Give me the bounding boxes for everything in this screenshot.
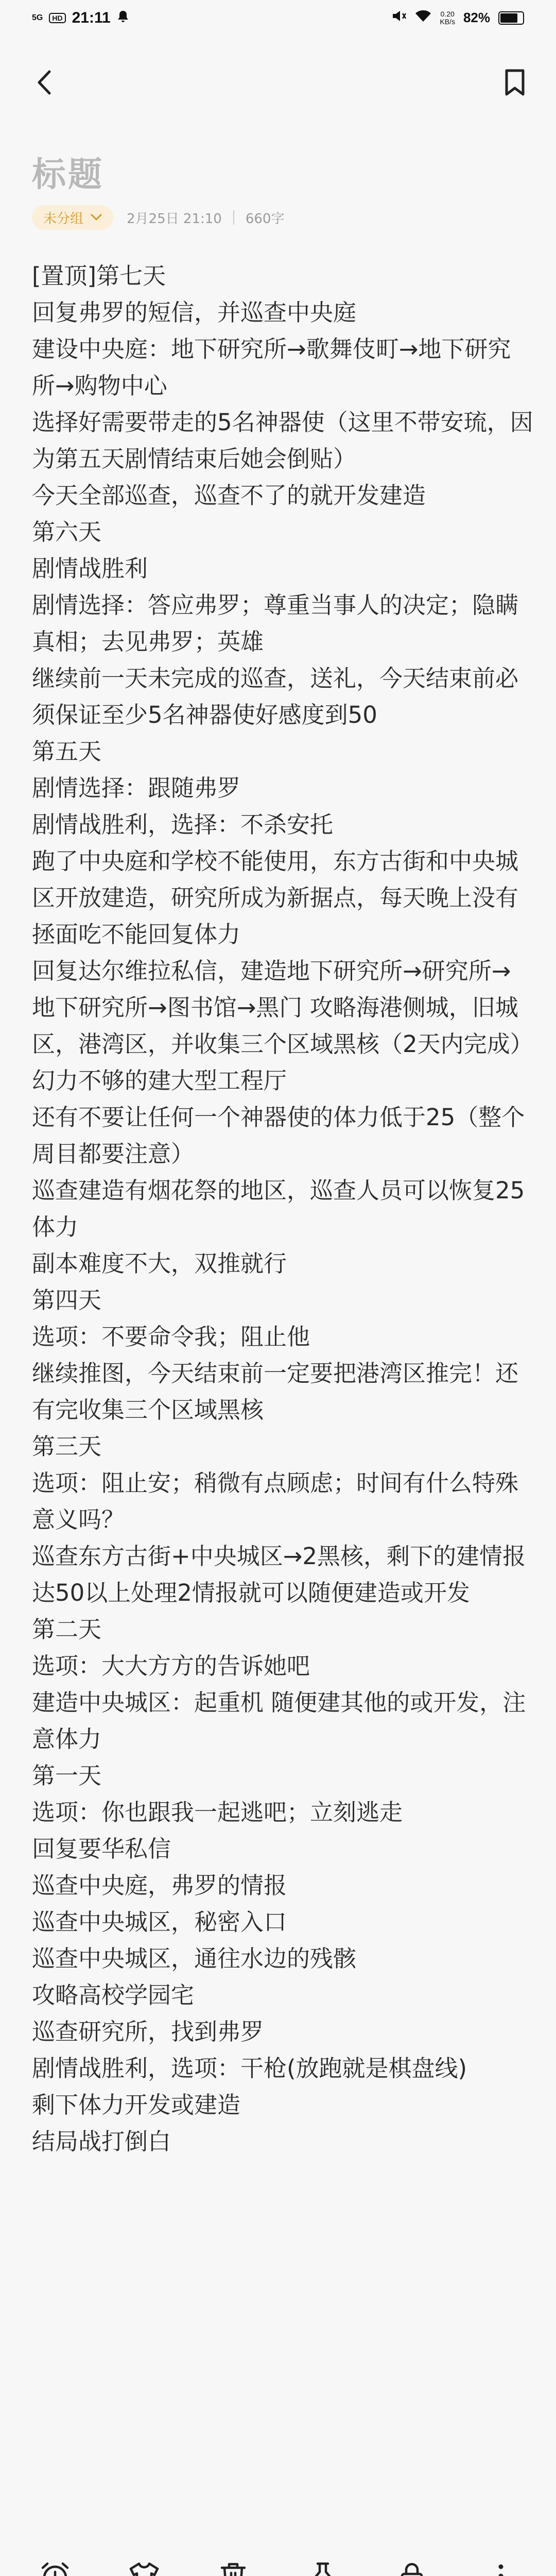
note-meta <box>32 205 284 230</box>
net-speed <box>440 10 455 26</box>
meta-divider <box>233 210 234 225</box>
note-line: 选项：大大方方的告诉她吧 <box>32 1652 310 1680</box>
note-line: 剧情选择：答应弗罗；尊重当事人的决定；隐瞒真相；去见弗罗；英雄 <box>32 591 519 655</box>
note-line: 第二天 <box>32 1616 102 1643</box>
char-count: 660字 <box>245 211 285 227</box>
note-line: 第五天 <box>32 738 102 765</box>
network-label: 5G <box>32 13 43 22</box>
note-line: 回复弗罗的短信，并巡查中央庭 <box>32 299 357 326</box>
note-line: 巡查东方古街+中央城区→2黑核，剩下的建情报达50以上处理2情报就可以随便建造或开发 <box>32 1543 526 1606</box>
net-speed-unit: KB/s <box>440 17 455 26</box>
status-left <box>32 9 129 27</box>
note-line: 今天全部巡查，巡查不了的就开发建造 <box>32 482 426 509</box>
bookmark-button[interactable] <box>499 64 530 100</box>
note-line: 选项：阻止安；稍微有点顾虑；时间有什么特殊意义吗？ <box>32 1469 519 1533</box>
note-line: 第一天 <box>32 1762 102 1789</box>
net-speed-value: 0.20 <box>440 9 455 18</box>
more-icon <box>484 2560 517 2576</box>
note-body[interactable] <box>32 258 534 2160</box>
status-right <box>391 9 524 26</box>
note-line: 剩下体力开发或建造 <box>32 2091 241 2119</box>
note-line: 攻略高校学园宅 <box>32 1981 195 2009</box>
lock-button[interactable] <box>391 2555 432 2576</box>
note-title[interactable]: 标题 <box>32 154 104 194</box>
skin-button[interactable] <box>124 2555 165 2576</box>
note-line: 第六天 <box>32 518 102 546</box>
note-line: 还有不要让任何一个神器使的体力低于25（整个周目都要注意） <box>32 1104 525 1167</box>
note-line: 剧情选择：跟随弗罗 <box>32 774 241 802</box>
wifi-icon <box>415 9 431 26</box>
pin-icon <box>306 2560 339 2576</box>
note-line: [置顶]第七天 <box>32 262 166 290</box>
note-line: 巡查中央城区，秘密入口 <box>32 1908 287 1936</box>
delete-button[interactable] <box>213 2555 254 2576</box>
note-line: 建设中央庭：地下研究所→歌舞伎町→地下研究所→购物中心 <box>32 335 511 399</box>
note-line: 回复要华私信 <box>32 1835 171 1862</box>
status-bar <box>0 0 556 41</box>
category-dropdown[interactable] <box>32 205 113 230</box>
note-line: 回复达尔维拉私信，建造地下研究所→研究所→地下研究所→图书馆→黑门 攻略海港侧城，旧城区，港湾区，并收集三个区域黑核（2天内完成） 幻力不够的建大型工程厅 <box>32 957 533 1094</box>
note-line: 巡查中央城区，通往水边的残骸 <box>32 1945 357 1972</box>
note-line: 巡查研究所，找到弗罗 <box>32 2018 264 2045</box>
note-line: 第三天 <box>32 1433 102 1460</box>
category-label: 未分组 <box>43 211 84 227</box>
battery-fill <box>500 13 517 23</box>
reminder-button[interactable] <box>34 2555 76 2576</box>
note-line: 剧情战胜利，选项：干枪(放跑就是棋盘线) <box>32 2055 467 2082</box>
bookmark-icon <box>499 64 530 100</box>
alarm-clock-icon <box>39 2560 72 2576</box>
pin-button[interactable] <box>302 2555 343 2576</box>
more-button[interactable] <box>480 2555 522 2576</box>
trash-icon <box>217 2560 250 2576</box>
note-line: 选项：你也跟我一起逃吧；立刻逃走 <box>32 1799 403 1826</box>
clock: 21:11 <box>72 9 111 26</box>
note-line: 剧情战胜利 <box>32 555 148 582</box>
note-line: 建造中央城区：起重机 随便建其他的或开发，注意体力 <box>32 1689 526 1753</box>
note-line: 跑了中央庭和学校不能使用，东方古街和中央城区开放建造，研究所成为新据点，每天晚上没有拯面吃不能回复体力 <box>32 848 519 948</box>
top-bar <box>0 59 556 106</box>
note-line: 剧情战胜利，选择：不杀安托 <box>32 811 334 838</box>
note-line: 继续前一天未完成的巡查，送礼，今天结束前必须保证至少5名神器使好感度到50 <box>32 665 519 728</box>
shirt-icon <box>128 2560 161 2576</box>
hd-badge: HD <box>49 13 65 23</box>
note-line: 选项：不要命令我；阻止他 <box>32 1323 310 1350</box>
notification-bell-icon <box>117 10 129 27</box>
note-line: 选择好需要带走的5名神器使（这里不带安琉，因为第五天剧情结束后她会倒贴） <box>32 409 533 472</box>
note-line: 第四天 <box>32 1286 102 1314</box>
note-line: 结局战打倒白 <box>32 2128 171 2155</box>
battery-text: 82% <box>463 10 490 25</box>
chevron-left-icon <box>30 64 61 100</box>
chevron-down-icon <box>91 214 102 221</box>
back-button[interactable] <box>30 64 61 100</box>
note-line: 巡查中央庭，弗罗的情报 <box>32 1872 287 1899</box>
note-line: 副本难度不大，双推就行 <box>32 1250 287 1277</box>
battery-icon <box>498 11 524 25</box>
lock-icon <box>395 2560 428 2576</box>
bottom-toolbar <box>0 2543 556 2576</box>
note-line: 继续推图，今天结束前一定要把港湾区推完！还有完收集三个区域黑核 <box>32 1360 519 1423</box>
mute-icon <box>391 9 407 26</box>
note-date: 2月25日 21:10 <box>127 211 222 227</box>
note-line: 巡查建造有烟花祭的地区，巡查人员可以恢复25体力 <box>32 1177 525 1241</box>
